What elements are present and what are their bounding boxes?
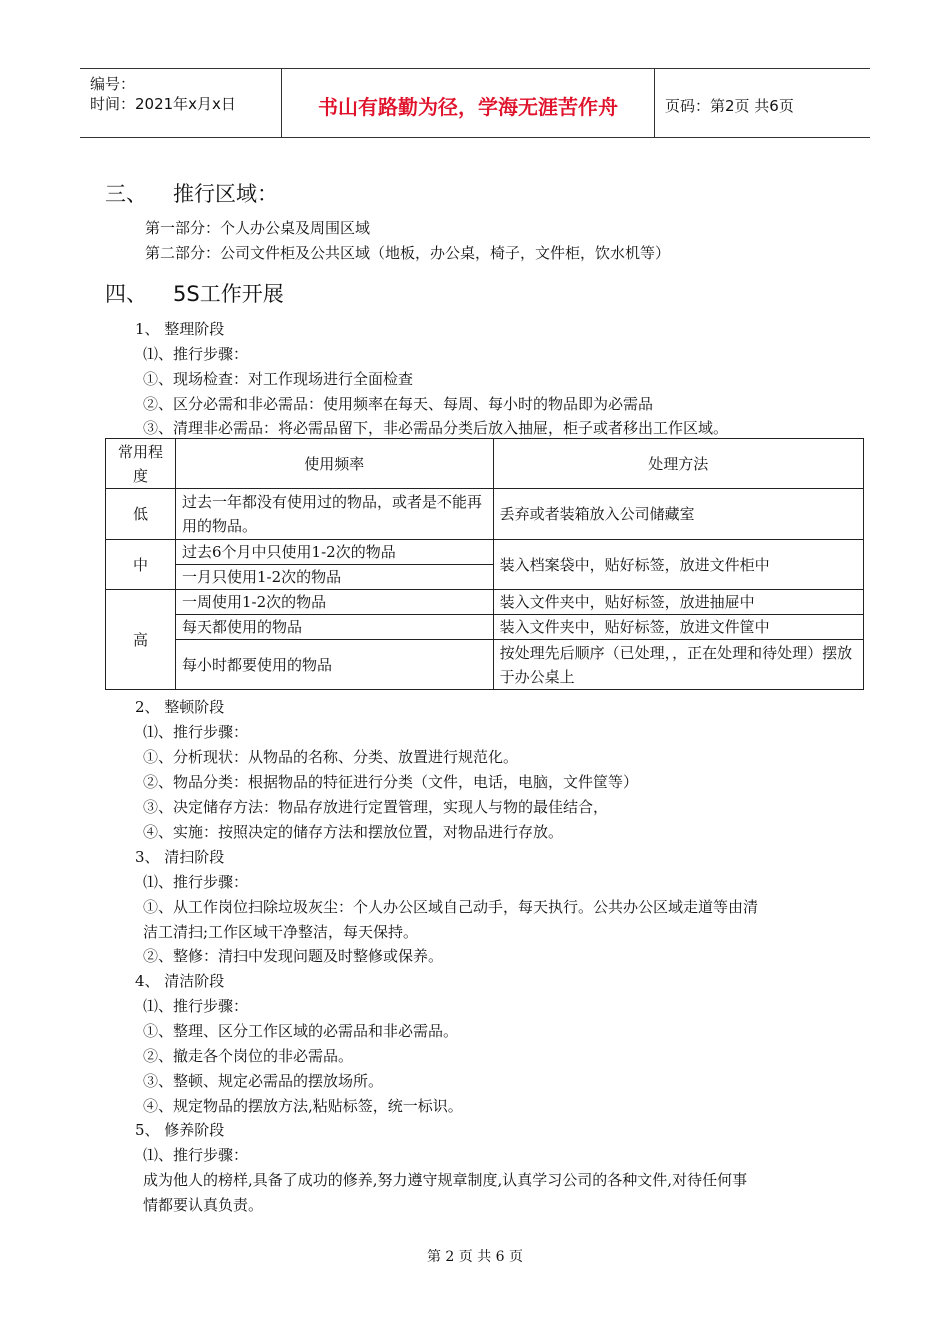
body-line: ①、分析现状：从物品的名称、分类、放置进行规范化。	[143, 748, 519, 766]
body-line: 2、 整顿阶段	[135, 698, 225, 716]
frequency-cell: 一周使用1-2次的物品	[176, 590, 494, 615]
frequency-cell: 过去一年都没有使用过的物品，或者是不能再用的物品。	[176, 489, 494, 540]
level-cell: 低	[106, 489, 176, 540]
table-row	[106, 615, 864, 640]
usage-table	[105, 438, 864, 690]
body-line: 成为他人的榜样,具备了成功的修养,努力遵守规章制度,认真学习公司的各种文件,对待任何事	[143, 1171, 748, 1189]
method-cell: 按处理先后顺序（已处理，，正在处理和待处理）摆放于办公桌上	[493, 640, 863, 690]
body-line: ③、清理非必需品：将必需品留下，非必需品分类后放入抽屉，柜子或者移出工作区域。	[143, 419, 729, 437]
body-line: ④、规定物品的摆放方法,粘贴标签，统一标识。	[143, 1097, 463, 1115]
body-line: 洁工清扫;工作区域干净整洁，每天保持。	[143, 923, 419, 941]
body-line: 3、 清扫阶段	[135, 848, 225, 866]
table-row	[106, 590, 864, 615]
section-title: 推行区域：	[173, 182, 278, 206]
body-line: ②、区分必需和非必需品：使用频率在每天、每周、每小时的物品即为必需品	[143, 395, 654, 413]
page-header	[80, 68, 870, 138]
body-line: ④、实施：按照决定的储存方法和摆放位置，对物品进行存放。	[143, 823, 564, 841]
body-line: ⑴、推行步骤：	[143, 1146, 249, 1164]
section-title: 5S工作开展	[173, 282, 284, 306]
table-row	[106, 640, 864, 690]
header-motto-cell	[282, 69, 655, 137]
body-line: ②、撤走各个岗位的非必需品。	[143, 1047, 354, 1065]
table-row	[106, 489, 864, 540]
body-line: ⑴、推行步骤：	[143, 873, 249, 891]
frequency-cell: 一月只使用1-2次的物品	[176, 565, 494, 590]
body-line: ①、从工作岗位扫除垃圾灰尘：个人办公区域自己动手，每天执行。公共办公区域走道等由清	[143, 898, 759, 916]
body-line: 1、 整理阶段	[135, 320, 225, 338]
header-info-cell	[80, 69, 282, 137]
method-cell: 装入文件夹中，贴好标签，放进文件筐中	[493, 615, 863, 640]
body-line: ①、整理、区分工作区域的必需品和非必需品。	[143, 1022, 459, 1040]
body-line: ②、整修：清扫中发现问题及时整修或保养。	[143, 947, 444, 965]
table-header-cell: 使用频率	[176, 439, 494, 489]
section-number: 四、	[105, 282, 147, 306]
frequency-cell: 过去6个月中只使用1-2次的物品	[176, 540, 494, 565]
section-number: 三、	[105, 182, 147, 206]
frequency-cell: 每小时都要使用的物品	[176, 640, 494, 690]
body-line: ⑴、推行步骤：	[143, 723, 249, 741]
body-line: ②、物品分类：根据物品的特征进行分类（文件，电话，电脑，文件筐等）	[143, 773, 639, 791]
level-cell: 中	[106, 540, 176, 590]
page-footer: 第 2 页 共 6 页	[426, 1249, 524, 1265]
method-cell: 装入档案袋中，贴好标签，放进文件柜中	[493, 540, 863, 590]
body-line: 4、 清洁阶段	[135, 972, 225, 990]
method-cell: 丢弃或者装箱放入公司储藏室	[493, 489, 863, 540]
body-line: ③、决定储存方法：物品存放进行定置管理，实现人与物的最佳结合，	[143, 798, 609, 816]
body-line: 第一部分：个人办公桌及周围区域	[145, 219, 371, 237]
code-label: 编号：	[90, 75, 136, 93]
page-info: 页码：第2页 共6页	[665, 97, 794, 115]
method-cell: 装入文件夹中，贴好标签，放进抽屉中	[493, 590, 863, 615]
body-line: 第二部分：公司文件柜及公共区域（地板，办公桌，椅子，文件柜，饮水机等）	[145, 244, 671, 262]
date-label: 时间：2021年x月x日	[90, 95, 236, 113]
table-header-row	[106, 439, 864, 489]
table-row	[106, 540, 864, 565]
motto: 书山有路勤为径，学海无涯苦作舟	[318, 95, 618, 119]
body-line: 情都要认真负责。	[143, 1196, 264, 1214]
level-cell: 高	[106, 590, 176, 690]
table-header-cell: 常用程度	[106, 439, 176, 489]
frequency-cell: 每天都使用的物品	[176, 615, 494, 640]
body-line: ⑴、推行步骤：	[143, 345, 249, 363]
table-header-cell: 处理方法	[493, 439, 863, 489]
header-page-cell	[655, 69, 870, 137]
body-line: ①、现场检查：对工作现场进行全面检查	[143, 370, 414, 388]
body-line: ⑴、推行步骤：	[143, 997, 249, 1015]
body-line: 5、 修养阶段	[135, 1121, 225, 1139]
body-line: ③、整顿、规定必需品的摆放场所。	[143, 1072, 384, 1090]
